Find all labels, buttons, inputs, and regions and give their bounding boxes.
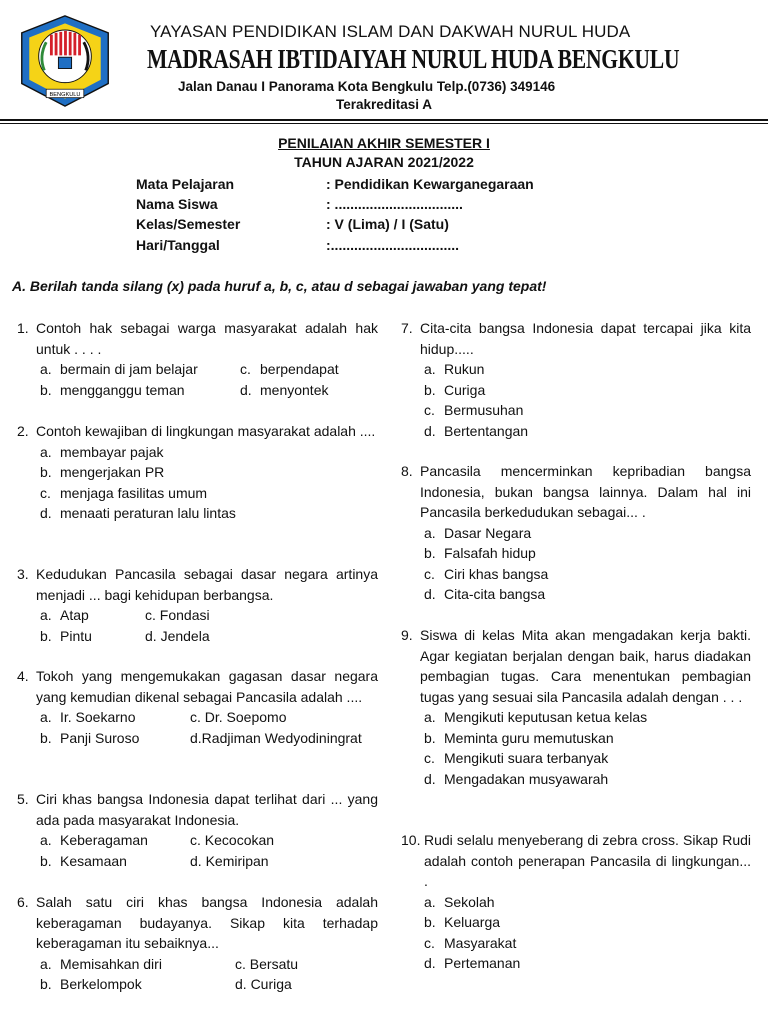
question-text: Contoh kewajiban di lingkungan masyarakat adalah .... [36, 423, 376, 439]
answer-option[interactable] [240, 359, 380, 380]
question-9 [401, 625, 751, 789]
question-number: 6. [17, 894, 29, 910]
question-number: 7. [401, 320, 413, 336]
answer-options [424, 707, 751, 789]
answer-option[interactable] [40, 380, 240, 401]
option-text: menjaga fasilitas umum [60, 484, 208, 501]
option-letter: d. [40, 505, 52, 521]
answer-option[interactable] [40, 830, 190, 851]
answer-option[interactable] [424, 584, 751, 605]
answer-option[interactable] [40, 707, 190, 728]
answer-option[interactable] [40, 359, 240, 380]
logo-city-text: BENGKULU [49, 91, 81, 98]
option-text: Bermusuhan [444, 402, 524, 418]
option-text: menyontek [260, 381, 329, 398]
answer-options [40, 359, 378, 400]
question-text: Ciri khas bangsa Indonesia dapat terlihat dari ... yang ada pada masyarakat Indonesia. [36, 791, 378, 828]
school-name: MADRASAH IBTIDAIYAH NURUL HUDA BENGKULU [147, 44, 680, 74]
option-letter: c. [424, 934, 435, 951]
question-10 [401, 830, 751, 974]
option-letter: b. [424, 914, 436, 930]
option-letter: c. [424, 565, 435, 582]
option-letter: b. [40, 976, 52, 992]
option-letter: a. [424, 709, 436, 725]
question-number: 5. [17, 791, 29, 807]
option-text: Curiga [444, 381, 486, 398]
option-letter: b. [424, 381, 436, 398]
option-text: Meminta guru memutuskan [444, 729, 614, 746]
answer-option[interactable]: d. Jendela [145, 627, 210, 644]
field-value-class: : V (Lima) / I (Satu) [326, 216, 449, 232]
option-letter: a. [424, 893, 436, 910]
question-4 [17, 666, 378, 748]
answer-options [40, 442, 378, 524]
question-text: Salah satu ciri khas bangsa Indonesia adalah keberagaman budayanya. Sikap kita terhadap keberagaman itu sebaiknya... [36, 894, 378, 951]
question-3 [17, 564, 378, 646]
answer-option[interactable] [424, 953, 751, 974]
question-1 [17, 318, 378, 400]
school-address: Jalan Danau I Panorama Kota Bengkulu Telp.(0736) 349146 [178, 79, 556, 94]
option-letter: c. [240, 361, 251, 377]
option-letter: d. [424, 422, 436, 439]
option-letter: a. [40, 832, 52, 848]
option-text: Keluarga [444, 914, 501, 930]
answer-option[interactable]: c. Kecocokan [190, 832, 275, 848]
answer-option[interactable]: d.Radjiman Wedyodiningrat [190, 729, 362, 746]
exam-title: PENILAIAN AKHIR SEMESTER I [278, 135, 490, 151]
answer-option[interactable] [40, 626, 145, 647]
answer-option[interactable] [424, 892, 751, 913]
option-text: Rukun [444, 361, 485, 377]
field-value-name: : ................................. [326, 196, 463, 212]
option-text: Bertentangan [444, 422, 529, 439]
question-7 [401, 318, 751, 441]
option-text: menaati peraturan lalu lintas [60, 505, 236, 521]
question-number: 10. [401, 832, 421, 848]
option-text: berpendapat [260, 361, 339, 377]
option-text: Memisahkan diri [60, 955, 162, 972]
field-value-subject: : Pendidikan Kewarganegaraan [326, 176, 534, 192]
option-letter: b. [40, 852, 52, 869]
option-letter: a. [424, 524, 436, 541]
answer-option[interactable] [40, 462, 378, 483]
option-text: Ir. Soekarno [60, 709, 136, 725]
option-text: bermain di jam belajar [60, 361, 198, 377]
option-letter: d. [424, 955, 436, 971]
question-text: Cita-cita bangsa Indonesia dapat tercapai jika kita hidup..... [420, 320, 751, 357]
option-letter: a. [40, 443, 52, 460]
answer-option[interactable] [40, 728, 190, 749]
answer-option[interactable] [424, 748, 751, 769]
answer-option[interactable]: c. Fondasi [145, 607, 210, 623]
answer-option[interactable] [40, 483, 378, 504]
option-letter: b. [40, 729, 52, 746]
answer-option[interactable]: d. Curiga [235, 976, 292, 992]
option-letter: a. [40, 361, 52, 377]
answer-option[interactable] [40, 954, 235, 975]
option-letter: a. [40, 607, 52, 623]
option-text: Berkelompok [60, 976, 142, 992]
option-letter: b. [40, 627, 52, 644]
exam-year: TAHUN AJARAN 2021/2022 [294, 154, 474, 170]
answer-option[interactable] [40, 442, 378, 463]
option-text: Pertemanan [444, 955, 521, 971]
option-letter: a. [424, 361, 436, 377]
question-number: 3. [17, 566, 29, 582]
option-text: Pintu [60, 627, 92, 644]
option-text: Cita-cita bangsa [444, 586, 546, 602]
answer-option[interactable] [424, 421, 751, 442]
question-text: Kedudukan Pancasila sebagai dasar negara artinya menjadi ... bagi kehidupan berbangsa. [36, 566, 378, 603]
option-text: Ciri khas bangsa [444, 565, 549, 582]
option-text: Kesamaan [60, 852, 127, 869]
answer-options [40, 830, 378, 871]
option-letter: b. [424, 729, 436, 746]
option-text: Mengikuti suara terbanyak [444, 750, 609, 766]
option-letter: d. [424, 770, 436, 787]
answer-option[interactable] [424, 769, 751, 790]
option-text: membayar pajak [60, 443, 164, 460]
header-divider-thin [0, 123, 768, 124]
question-text: Tokoh yang mengemukakan gagasan dasar negara yang kemudian dikenal sebagai Pancasila adalah .... [36, 668, 378, 705]
option-text: mengerjakan PR [60, 464, 165, 480]
question-number: 9. [401, 627, 413, 643]
option-letter: a. [40, 955, 52, 972]
option-text: Sekolah [444, 893, 495, 910]
answer-option[interactable]: d. Kemiripan [190, 852, 269, 869]
field-label-date: Hari/Tanggal [136, 237, 220, 253]
accreditation: Terakreditasi A [335, 97, 433, 112]
option-text: Dasar Negara [444, 524, 532, 541]
answer-option[interactable] [424, 523, 751, 544]
option-text: Keberagaman [60, 832, 148, 848]
question-number: 4. [17, 668, 29, 684]
school-logo [18, 14, 112, 108]
answer-option[interactable] [424, 912, 751, 933]
option-text: mengganggu teman [60, 381, 185, 398]
answer-option[interactable] [424, 707, 751, 728]
field-label-class: Kelas/Semester [136, 216, 241, 232]
option-letter: a. [40, 709, 52, 725]
option-letter: c. [40, 484, 51, 501]
option-text: Atap [60, 607, 89, 623]
answer-option[interactable] [424, 564, 751, 585]
option-letter: c. [424, 402, 435, 418]
option-letter: b. [40, 381, 52, 398]
answer-option[interactable] [424, 380, 751, 401]
answer-option[interactable] [40, 974, 235, 995]
question-8 [401, 461, 751, 605]
option-text: Masyarakat [444, 934, 517, 951]
answer-option[interactable] [424, 933, 751, 954]
question-number: 2. [17, 423, 29, 439]
option-letter: d. [424, 586, 436, 602]
field-value-date: :................................. [326, 237, 460, 253]
option-text: Mengikuti keputusan ketua kelas [444, 709, 648, 725]
answer-options [40, 954, 378, 995]
option-text: Mengadakan musyawarah [444, 770, 609, 787]
answer-option[interactable] [40, 605, 145, 626]
answer-options [40, 707, 378, 748]
answer-option[interactable] [424, 543, 751, 564]
answer-option[interactable] [424, 728, 751, 749]
answer-option[interactable] [40, 851, 190, 872]
field-label-subject: Mata Pelajaran [136, 176, 235, 192]
answer-options [424, 892, 751, 974]
answer-option[interactable] [40, 503, 378, 524]
question-6 [17, 892, 378, 995]
question-text: Pancasila mencerminkan kepribadian bangsa Indonesia, bukan bangsa lainnya. Dalam hal ini Pancasila berkedudukan sebagai... . [420, 463, 751, 520]
option-letter: b. [40, 464, 52, 480]
answer-option[interactable] [424, 359, 751, 380]
question-text: Contoh hak sebagai warga masyarakat adalah hak untuk . . . . [36, 320, 378, 357]
answer-options [424, 523, 751, 605]
answer-option[interactable] [240, 380, 380, 401]
question-number: 1. [17, 320, 29, 336]
answer-options [424, 359, 751, 441]
question-5 [17, 789, 378, 871]
section-instruction: A. Berilah tanda silang (x) pada huruf a, b, c, atau d sebagai jawaban yang tepat! [12, 278, 547, 294]
question-number: 8. [401, 463, 413, 479]
option-letter: b. [424, 545, 436, 561]
header-divider [0, 119, 768, 121]
field-label-name: Nama Siswa [136, 196, 218, 212]
option-text: Falsafah hidup [444, 545, 536, 561]
foundation-name: YAYASAN PENDIDIKAN ISLAM DAN DAKWAH NURUL HUDA [150, 22, 631, 41]
answer-option[interactable]: c. Bersatu [235, 955, 299, 972]
answer-options [40, 605, 378, 646]
option-text: Panji Suroso [60, 729, 140, 746]
answer-option[interactable] [424, 400, 751, 421]
option-letter: d. [240, 381, 252, 398]
question-text: Siswa di kelas Mita akan mengadakan kerja bakti. Agar kegiatan berjalan dengan baik, harus diadakan pembagian tugas. Cara menentukan pembagian tugas yang sesuai sila Pancasila adalah dengan . . . [420, 627, 751, 705]
question-text: Rudi selalu menyeberang di zebra cross. Sikap Rudi adalah contoh penerapan Pancasila di lingkungan... . [424, 832, 751, 889]
option-letter: c. [424, 750, 435, 766]
answer-option[interactable]: c. Dr. Soepomo [190, 709, 287, 725]
question-2 [17, 421, 378, 524]
